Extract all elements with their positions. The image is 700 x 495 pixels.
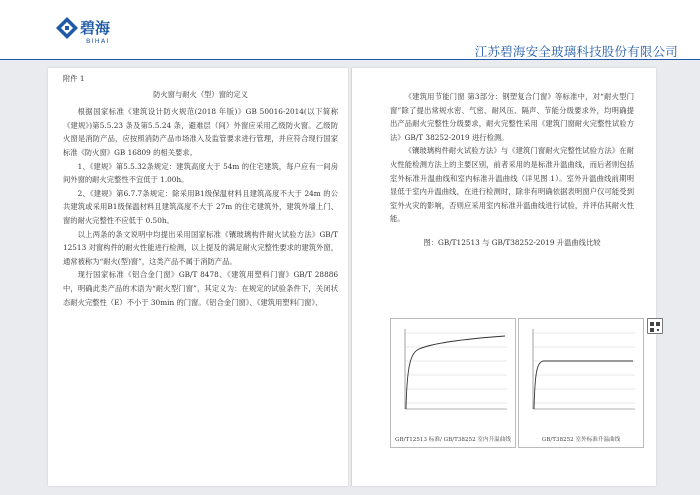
paragraph: 现行国家标准《铝合金门窗》GB/T 8478、《建筑用塑料门窗》GB/T 28886 中，明确此类产品的术语为“耐火型门窗”，其定义为：在规定的试验条件下，关闭状态耐火完整性（E）不小于 30min 的门窗。《铝合金门窗》、《建筑用塑料门窗》、: [63, 270, 338, 307]
left-page-text: [63, 72, 338, 309]
figure-caption: 图：GB/T12513 与 GB/T38252-2019 升温曲线比较: [423, 237, 601, 247]
paragraph: 《建筑用节能门窗 第3部分：钢塑复合门窗》等标准中，对“耐火型门窗”除了提出常规水密、气密、耐风压、隔声、节能分级要求外，均明确提出产品耐火完整性分级要求，耐火完整性采用《建筑门窗耐火完整性试验方法》GB/T 38252-2019 进行检测。: [390, 92, 634, 142]
left-page: [48, 68, 348, 486]
paragraph: 《镶玻璃构件耐火试验方法》与《建筑门窗耐火完整性试验方法》在耐火性能检测方法上的主要区别，前者采用的是标准升温曲线，而后者则包括室外标准升温曲线和室内标准升温曲线（详见图 1）。室外升温曲线前期明显低于室内升温曲线，在进行检测时，除非有明确依据表明窗户仅可能受到室外火灾的影响，否则应采用室内标准升温曲线进行试验，并评估其耐火性能。: [390, 146, 634, 224]
company-name: 江苏碧海安全玻璃科技股份有限公司: [474, 44, 678, 59]
header-rule: [0, 59, 700, 60]
logo-cn-text: 碧海: [80, 19, 111, 37]
qr-code-icon: [648, 320, 662, 334]
figure-pair: [390, 318, 642, 448]
appendix-label: 附件 1: [63, 74, 85, 83]
outdoor-curve-plot: [521, 323, 639, 419]
qr-code[interactable]: [647, 318, 663, 334]
indoor-curve-plot: [393, 323, 511, 419]
page-header: [0, 0, 700, 60]
figure-b-label: GB/T38252 室外标准升温曲线: [541, 437, 621, 443]
bihai-logo-icon: [52, 8, 136, 48]
paragraph: 根据国家标准《建筑设计防火规范(2018 年版)》GB 50016-2014(以下简称《建规》)第5.5.23 条及第5.5.24 条，避难层（间）外窗应采用乙级防火窗。乙级防火窗是消防产品，应按照消防产品市场准入及监管要求进行管理，并应符合现行国家标准《防火窗》GB 16809 的相关要求。: [63, 107, 338, 157]
paragraph: 以上两条的条文说明中均提出采用国家标准《镶玻璃构件耐火试验方法》GB/T 12513 对窗构件的耐火性能进行检测，以上提及的满足耐火完整性要求的建筑外窗，通常被称为“耐火(型)窗”，这类产品不属于消防产品。: [63, 229, 338, 266]
paragraph: 1、《建规》第5.5.32条规定：建筑高度大于 54m 的住宅建筑，每户应有一间房间外窗的耐火完整性不宜低于 1.00h。: [63, 161, 338, 185]
paragraph: 2、《建规》第6.7.7条规定：除采用B1级保温材料且建筑高度不大于 24m 的公共建筑或采用B1级保温材料且建筑高度不大于 27m 的住宅建筑外，建筑外墙上门、窗的耐火完整性不应低于 0.50h。: [63, 188, 338, 225]
figure-outdoor-curve: [518, 318, 644, 448]
company-logo: [52, 8, 136, 48]
logo-en-text: BIHAI: [86, 37, 110, 45]
figure-a-label: GB/T12513 标准/ GB/T38252 室内升温曲线: [395, 437, 511, 443]
right-page-text: [390, 90, 634, 250]
figure-indoor-curve: [390, 318, 516, 448]
document-title: 防火窗与耐火（型）窗的定义: [153, 89, 248, 99]
